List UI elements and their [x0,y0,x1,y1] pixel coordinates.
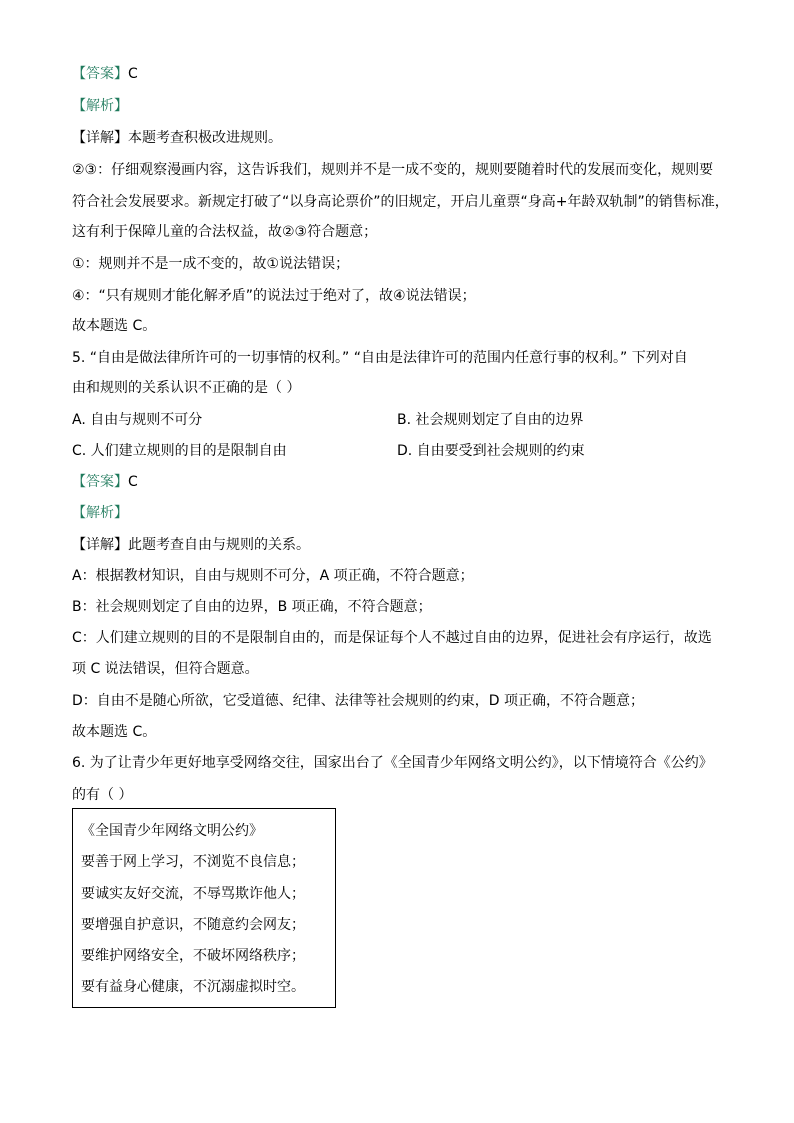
q5-answer-tag: 【答案】 [72,474,128,490]
q5-detail-text: 此题考查自由与规则的关系。 [128,537,310,553]
convention-item: 要维护网络安全，不破坏网络秩序； [81,948,305,964]
q6-convention-box [72,808,336,1008]
q5-stem: 由和规则的关系认识不正确的是（ ） [72,380,301,396]
q5-explanation-line: 项 C 说法错误，但符合题意。 [72,661,259,677]
q5-stem: 5. “自由是做法律所许可的一切事情的权利。” “自由是法律许可的范围内任意行事的权利。” 下列对自 [72,350,688,366]
q5-answer-line [72,472,138,492]
q5-option-b: B. 社会规则划定了自由的边界 [397,412,584,428]
convention-item: 要增强自护意识，不随意约会网友； [81,917,305,933]
q4-detail-line [72,128,282,148]
q4-analysis-tag: 【解析】 [72,98,128,114]
q5-explanation-line: C：人们建立规则的目的不是限制自由的，而是保证每个人不越过自由的边界，促进社会有序运行，故选 [72,630,712,646]
q5-explanation-line: A：根据教材知识，自由与规则不可分，A 项正确，不符合题意； [72,568,474,584]
q6-stem: 的有（ ） [72,787,133,803]
q4-answer-value: C [128,66,138,82]
q4-answer-tag: 【答案】 [72,66,128,82]
q4-detail-tag: 【详解】 [72,130,128,146]
q4-detail-text: 本题考查积极改进规则。 [128,130,282,146]
q5-analysis-line [72,503,128,523]
q4-analysis-line [72,96,128,116]
q5-detail-line [72,535,310,555]
q4-explanation-line: 这有利于保障儿童的合法权益，故②③符合题意； [72,224,378,240]
convention-item: 要有益身心健康，不沉溺虚拟时空。 [81,979,305,995]
q5-analysis-tag: 【解析】 [72,505,128,521]
q5-explanation-line: B：社会规则划定了自由的边界，B 项正确，不符合题意； [72,599,432,615]
q4-explanation-line: ②③：仔细观察漫画内容，这告诉我们，规则并不是一成不变的，规则要随着时代的发展而变化，规则要 [72,162,714,178]
q6-stem: 6. 为了让青少年更好地享受网络交往，国家出台了《全国青少年网络文明公约》，以下情境符合《公约》 [72,755,713,771]
q4-answer-line [72,64,138,84]
q4-explanation-line: ①：规则并不是一成不变的，故①说法错误； [72,256,350,272]
q4-conclusion: 故本题选 C。 [72,318,157,334]
q5-answer-value: C [128,474,138,490]
q5-detail-tag: 【详解】 [72,537,128,553]
convention-title: 《全国青少年网络文明公约》 [81,823,263,839]
convention-item: 要善于网上学习，不浏览不良信息； [81,854,305,870]
q4-explanation-line: 符合社会发展要求。新规定打破了“以身高论票价”的旧规定，开启儿童票“身高+年龄双轨制”的销售标准， [72,194,729,210]
q4-explanation-line: ④：“只有规则才能化解矛盾”的说法过于绝对了，故④说法错误； [72,288,476,304]
q5-option-d: D. 自由要受到社会规则的约束 [397,443,585,459]
q5-conclusion: 故本题选 C。 [72,724,157,740]
q5-option-a: A. 自由与规则不可分 [72,412,203,428]
q5-explanation-line: D：自由不是随心所欲，它受道德、纪律、法律等社会规则的约束，D 项正确，不符合题意； [72,693,645,709]
q5-option-c: C. 人们建立规则的目的是限制自由 [72,443,287,459]
convention-item: 要诚实友好交流，不辱骂欺诈他人； [81,886,305,902]
